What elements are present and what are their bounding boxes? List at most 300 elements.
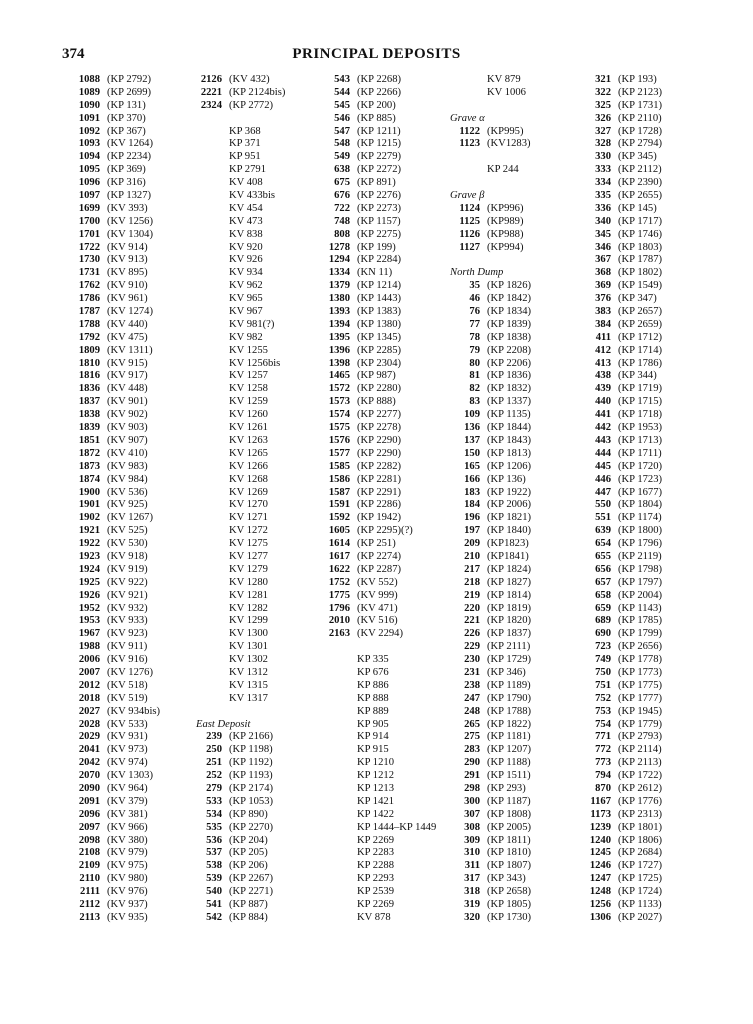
catalogue-code: (KP 2612)	[618, 782, 663, 794]
catalogue-code: (KV 903)	[107, 422, 148, 434]
entry-number: 80	[469, 357, 480, 369]
catalogue-code: KP 1213	[357, 782, 394, 794]
deposit-row	[583, 667, 662, 680]
entry-number: 321	[595, 74, 611, 85]
deposit-row	[320, 216, 436, 229]
deposit-row	[70, 383, 160, 396]
deposit-row	[583, 628, 662, 641]
deposit-row	[320, 538, 436, 551]
deposit-row	[70, 641, 160, 654]
deposit-row	[320, 628, 436, 641]
deposit-row	[450, 409, 531, 422]
catalogue-code: KV 1315	[229, 679, 268, 691]
catalogue-code: (KP 2658)	[487, 886, 532, 898]
entry-number: 1572	[328, 383, 350, 395]
catalogue-code: (KP 293)	[487, 782, 526, 794]
deposit-row	[583, 126, 662, 139]
deposit-row	[70, 216, 160, 229]
entry-number: 1334	[328, 267, 350, 279]
catalogue-code: (KP 1207)	[487, 744, 532, 756]
deposit-row	[583, 796, 662, 809]
entry-number: 1245	[589, 847, 611, 859]
entry-number: 109	[464, 409, 480, 421]
deposit-row	[70, 886, 160, 899]
deposit-row	[320, 577, 436, 590]
catalogue-code: (KV 964)	[107, 782, 148, 794]
catalogue-code: (KP 1786)	[618, 357, 663, 369]
entry-number: 1123	[459, 138, 480, 150]
catalogue-code: (KP 345)	[618, 151, 657, 163]
entry-number: 548	[334, 138, 350, 150]
deposit-row	[583, 383, 662, 396]
deposit-row	[196, 860, 285, 873]
deposit-row	[450, 435, 531, 448]
deposit-row	[70, 538, 160, 551]
catalogue-code: (KP 2268)	[357, 74, 402, 85]
catalogue-code: KV 1268	[229, 473, 268, 485]
entry-number: 1924	[78, 563, 100, 575]
catalogue-code: KV 1266	[229, 460, 268, 472]
catalogue-code: (KV 895)	[107, 267, 148, 279]
entry-number: 250	[206, 744, 222, 756]
catalogue-code: (KP 369)	[107, 164, 146, 176]
deposit-row	[196, 267, 285, 280]
entry-number: 77	[469, 318, 480, 330]
catalogue-code: (KP 2284)	[357, 254, 402, 266]
entry-number: 333	[595, 164, 611, 176]
entry-number: 1394	[328, 318, 350, 330]
catalogue-code: (KP 2282)	[357, 460, 402, 472]
entry-number: 2010	[328, 615, 350, 627]
deposit-row	[320, 332, 436, 345]
deposit-row	[196, 100, 285, 113]
deposit-row	[450, 654, 531, 667]
deposit-row	[320, 564, 436, 577]
catalogue-code: KP 886	[357, 679, 389, 691]
catalogue-code: (KP 2208)	[487, 344, 532, 356]
entry-number: 328	[595, 138, 611, 150]
catalogue-code: KV 962	[229, 280, 263, 292]
entry-number: 1090	[78, 99, 100, 111]
catalogue-code: (KP 1803)	[618, 241, 663, 253]
catalogue-code: (KV 910)	[107, 280, 148, 292]
deposit-row	[583, 435, 662, 448]
catalogue-code: (KP 1832)	[487, 383, 532, 395]
catalogue-code: (KP 1211)	[357, 125, 401, 137]
catalogue-code: (KP 1720)	[618, 460, 663, 472]
deposit-row	[450, 474, 531, 487]
deposit-row	[320, 835, 436, 848]
deposit-row	[70, 680, 160, 693]
entry-number: 239	[206, 731, 222, 743]
catalogue-code: (KV 901)	[107, 396, 148, 408]
deposit-row	[196, 448, 285, 461]
entry-number: 279	[206, 782, 222, 794]
catalogue-code: (KP 1725)	[618, 873, 663, 885]
deposit-row	[320, 203, 436, 216]
deposit-row	[196, 370, 285, 383]
catalogue-code: (KP 891)	[357, 177, 396, 189]
deposit-row	[320, 306, 436, 319]
entry-number: 1240	[589, 834, 611, 846]
catalogue-code: KV 1280	[229, 576, 268, 588]
deposit-row	[196, 603, 285, 616]
section-heading-text: Grave β	[450, 190, 485, 202]
catalogue-code: (KV 932)	[107, 602, 148, 614]
deposit-row	[196, 809, 285, 822]
entry-number: 1576	[328, 434, 350, 446]
catalogue-code: KP 1422	[357, 808, 394, 820]
catalogue-code: KV 920	[229, 241, 263, 253]
catalogue-code: KP 335	[357, 654, 389, 666]
catalogue-code: (KP 1193)	[229, 770, 273, 782]
deposit-row	[320, 74, 436, 87]
entry-number: 536	[206, 834, 222, 846]
deposit-row	[70, 319, 160, 332]
catalogue-code: KV 981(?)	[229, 318, 275, 330]
deposit-row	[196, 461, 285, 474]
entry-number: 658	[595, 589, 611, 601]
deposit-row	[196, 332, 285, 345]
deposit-row	[320, 422, 436, 435]
deposit-row	[320, 87, 436, 100]
entry-number: 2029	[78, 731, 100, 743]
entry-number: 1585	[328, 460, 350, 472]
catalogue-code: (KP 2276)	[357, 190, 402, 202]
entry-number: 1851	[78, 434, 100, 446]
entry-number: 2108	[78, 847, 100, 859]
entry-number: 2109	[78, 860, 100, 872]
entry-number: 346	[595, 241, 611, 253]
deposit-row	[583, 590, 662, 603]
catalogue-code: (KP 251)	[357, 538, 396, 550]
entry-number: 1775	[328, 589, 350, 601]
entry-number: 166	[464, 473, 480, 485]
deposit-row	[196, 474, 285, 487]
catalogue-code: (KV 393)	[107, 202, 148, 214]
catalogue-code: (KV 973)	[107, 744, 148, 756]
catalogue-code: (KP 2271)	[229, 886, 274, 898]
entry-number: 336	[595, 202, 611, 214]
catalogue-code: (KP 1838)	[487, 331, 532, 343]
catalogue-code: (KP 2027)	[618, 911, 663, 923]
deposit-row	[320, 383, 436, 396]
entry-number: 772	[595, 744, 611, 756]
catalogue-code: (KP 2280)	[357, 383, 402, 395]
catalogue-code: KP 371	[229, 138, 261, 150]
catalogue-code: (KV 530)	[107, 538, 148, 550]
entry-number: 1306	[589, 911, 611, 923]
deposit-row	[583, 564, 662, 577]
entry-number: 1925	[78, 576, 100, 588]
catalogue-code: (KP 888)	[357, 396, 396, 408]
catalogue-code: (KV 380)	[107, 834, 148, 846]
deposit-row	[320, 190, 436, 203]
catalogue-code: (KP 1187)	[487, 795, 531, 807]
deposit-row	[70, 293, 160, 306]
section-heading	[450, 267, 531, 280]
entry-number: 368	[595, 267, 611, 279]
entry-number: 794	[595, 770, 611, 782]
deposit-row	[70, 693, 160, 706]
deposit-row	[450, 100, 531, 113]
catalogue-code: (KP1823)	[487, 538, 529, 550]
deposit-row	[196, 525, 285, 538]
deposit-row	[196, 912, 285, 925]
deposit-row	[583, 873, 662, 886]
catalogue-code: KP 889	[357, 705, 389, 717]
catalogue-code: (KP995)	[487, 125, 524, 137]
entry-number: 656	[595, 563, 611, 575]
entry-number: 1921	[78, 525, 100, 537]
deposit-row	[450, 229, 531, 242]
deposit-row	[70, 113, 160, 126]
deposit-row	[70, 809, 160, 822]
catalogue-code: (KP 2390)	[618, 177, 663, 189]
entry-number: 226	[464, 628, 480, 640]
entry-number: 2111	[79, 886, 100, 898]
entry-number: 2112	[79, 899, 100, 910]
catalogue-code: (KP 1840)	[487, 525, 532, 537]
catalogue-code: (KP 1839)	[487, 318, 532, 330]
entry-number: 1256	[589, 899, 611, 910]
deposit-row	[583, 860, 662, 873]
entry-number: 533	[206, 795, 222, 807]
entry-number: 441	[595, 409, 611, 421]
catalogue-code: (KP 206)	[229, 860, 268, 872]
page-number: 374	[62, 46, 85, 62]
deposit-row	[320, 615, 436, 628]
catalogue-code: KV 1269	[229, 486, 268, 498]
catalogue-code: (KP 1327)	[107, 190, 152, 202]
catalogue-code: (KV 922)	[107, 576, 148, 588]
entry-number: 655	[595, 550, 611, 562]
catalogue-code: (KP 370)	[107, 112, 146, 124]
entry-number: 1700	[78, 215, 100, 227]
deposit-row	[450, 358, 531, 371]
catalogue-code: (KP 1380)	[357, 318, 402, 330]
deposit-row	[196, 358, 285, 371]
catalogue-code: (KP 1192)	[229, 757, 273, 769]
deposit-row	[70, 770, 160, 783]
entry-number: 1167	[590, 795, 611, 807]
deposit-row	[320, 847, 436, 860]
entry-number: 383	[595, 306, 611, 318]
entry-number: 1873	[78, 460, 100, 472]
deposit-row	[583, 474, 662, 487]
deposit-row	[583, 757, 662, 770]
entry-number: 1095	[78, 164, 100, 176]
catalogue-code: KV 454	[229, 202, 263, 214]
deposit-row	[196, 564, 285, 577]
entry-number: 1902	[78, 512, 100, 524]
catalogue-code: (KP 2206)	[487, 357, 532, 369]
entry-number: 748	[334, 215, 350, 227]
deposit-row	[196, 487, 285, 500]
deposit-row	[583, 680, 662, 693]
entry-number: 2091	[78, 795, 100, 807]
entry-number: 1092	[78, 125, 100, 137]
entry-number: 1796	[328, 602, 350, 614]
catalogue-code: KV 1270	[229, 499, 268, 511]
catalogue-code: (KP 1945)	[618, 705, 663, 717]
entry-number: 46	[469, 293, 480, 305]
entry-number: 657	[595, 576, 611, 588]
deposit-row	[320, 126, 436, 139]
deposit-row	[583, 499, 662, 512]
deposit-row	[450, 293, 531, 306]
entry-number: 549	[334, 151, 350, 163]
entry-number: 335	[595, 190, 611, 202]
catalogue-code: KV 879	[487, 74, 521, 85]
catalogue-code: (KP 2287)	[357, 563, 402, 575]
deposit-row	[320, 783, 436, 796]
deposit-row	[450, 332, 531, 345]
entry-number: 438	[595, 370, 611, 382]
entry-number: 534	[206, 808, 222, 820]
catalogue-code: (KP 2278)	[357, 422, 402, 434]
catalogue-code: (KP 1133)	[618, 899, 662, 910]
deposit-row	[70, 203, 160, 216]
deposit-row	[583, 809, 662, 822]
catalogue-code: (KP 2290)	[357, 434, 402, 446]
catalogue-code: (KV 516)	[357, 615, 398, 627]
entry-number: 320	[464, 911, 480, 923]
deposit-row	[196, 577, 285, 590]
deposit-row	[450, 873, 531, 886]
catalogue-code: KP 2269	[357, 899, 394, 910]
catalogue-code: KV 1261	[229, 422, 268, 434]
entry-number: 1093	[78, 138, 100, 150]
catalogue-code: KV 473	[229, 215, 263, 227]
deposit-row	[70, 603, 160, 616]
entry-number: 1762	[78, 280, 100, 292]
catalogue-code: (KV 518)	[107, 679, 148, 691]
entry-number: 2018	[78, 692, 100, 704]
entry-number: 1396	[328, 344, 350, 356]
catalogue-code: (KV 410)	[107, 447, 148, 459]
catalogue-code: (KP 1728)	[618, 125, 663, 137]
entry-number: 676	[334, 190, 350, 202]
section-heading	[450, 113, 531, 126]
catalogue-code: KV 1272	[229, 525, 268, 537]
catalogue-code: (KP 1843)	[487, 434, 532, 446]
deposit-row	[583, 603, 662, 616]
entry-number: 1922	[78, 538, 100, 550]
catalogue-code: (KP 1922)	[487, 486, 532, 498]
entry-number: 221	[464, 615, 480, 627]
catalogue-code: (KV 448)	[107, 383, 148, 395]
entry-number: 307	[464, 808, 480, 820]
catalogue-code: (KP 1730)	[487, 911, 532, 923]
deposit-row	[320, 229, 436, 242]
entry-number: 1575	[328, 422, 350, 434]
deposit-row	[70, 435, 160, 448]
entry-number: 229	[464, 641, 480, 653]
entry-number: 535	[206, 821, 222, 833]
catalogue-code: (KP 1711)	[618, 447, 662, 459]
catalogue-code: (KP 1813)	[487, 447, 532, 459]
entry-number: 1988	[78, 641, 100, 653]
catalogue-code: (KP 1712)	[618, 331, 663, 343]
entry-number: 1379	[328, 280, 350, 292]
catalogue-code: (KP 1188)	[487, 757, 531, 769]
entry-number: 210	[464, 550, 480, 562]
catalogue-code: KP 1212	[357, 770, 394, 782]
catalogue-code: (KV 475)	[107, 331, 148, 343]
deposit-row	[583, 422, 662, 435]
catalogue-code: (KP 2286)	[357, 499, 402, 511]
catalogue-code: (KV 913)	[107, 254, 148, 266]
entry-number: 1173	[590, 808, 611, 820]
catalogue-code: KV 982	[229, 331, 263, 343]
deposit-row	[320, 293, 436, 306]
deposit-row	[450, 860, 531, 873]
deposit-row	[70, 757, 160, 770]
entry-number: 870	[595, 782, 611, 794]
catalogue-code: KP 914	[357, 731, 389, 743]
deposit-row	[450, 448, 531, 461]
catalogue-code: (KP 1337)	[487, 396, 532, 408]
catalogue-code: KV 1263	[229, 434, 268, 446]
entry-number: 1900	[78, 486, 100, 498]
deposit-row	[70, 409, 160, 422]
deposit-row	[450, 499, 531, 512]
deposit-row	[196, 783, 285, 796]
deposit-row	[196, 551, 285, 564]
deposit-row	[320, 822, 436, 835]
deposit-row	[70, 512, 160, 525]
entry-number: 325	[595, 99, 611, 111]
catalogue-code: KV 1275	[229, 538, 268, 550]
catalogue-code: KV 965	[229, 293, 263, 305]
catalogue-code: (KP 2295)(?)	[357, 525, 413, 537]
catalogue-code: (KV 976)	[107, 886, 148, 898]
catalogue-code: (KP 1724)	[618, 886, 663, 898]
deposit-row	[583, 512, 662, 525]
entry-number: 2163	[328, 628, 350, 640]
catalogue-code: (KP 1798)	[618, 563, 663, 575]
entry-number: 322	[595, 86, 611, 98]
entry-number: 1788	[78, 318, 100, 330]
entry-number: 197	[464, 525, 480, 537]
catalogue-code: (KV 1304)	[107, 228, 154, 240]
catalogue-code: KP 2791	[229, 164, 266, 176]
deposit-row	[583, 706, 662, 719]
catalogue-code: (KP 1822)	[487, 718, 532, 730]
deposit-row	[196, 306, 285, 319]
deposit-row	[70, 151, 160, 164]
catalogue-code: (KP 1826)	[487, 280, 532, 292]
deposit-row	[320, 770, 436, 783]
catalogue-code: KV 878	[357, 911, 391, 923]
catalogue-code: (KP 2273)	[357, 202, 402, 214]
entry-number: 1247	[589, 873, 611, 885]
deposit-row	[196, 280, 285, 293]
catalogue-code: (KV 975)	[107, 860, 148, 872]
deposit-row	[70, 847, 160, 860]
entry-number: 1126	[459, 228, 480, 240]
entry-number: 76	[469, 306, 480, 318]
deposit-row	[450, 512, 531, 525]
entry-number: 326	[595, 112, 611, 124]
deposit-row	[583, 254, 662, 267]
entry-number: 2126	[200, 74, 222, 85]
deposit-row	[320, 667, 436, 680]
catalogue-code: (KP 2792)	[107, 74, 152, 85]
entry-number: 1122	[459, 125, 480, 137]
deposit-row	[70, 873, 160, 886]
